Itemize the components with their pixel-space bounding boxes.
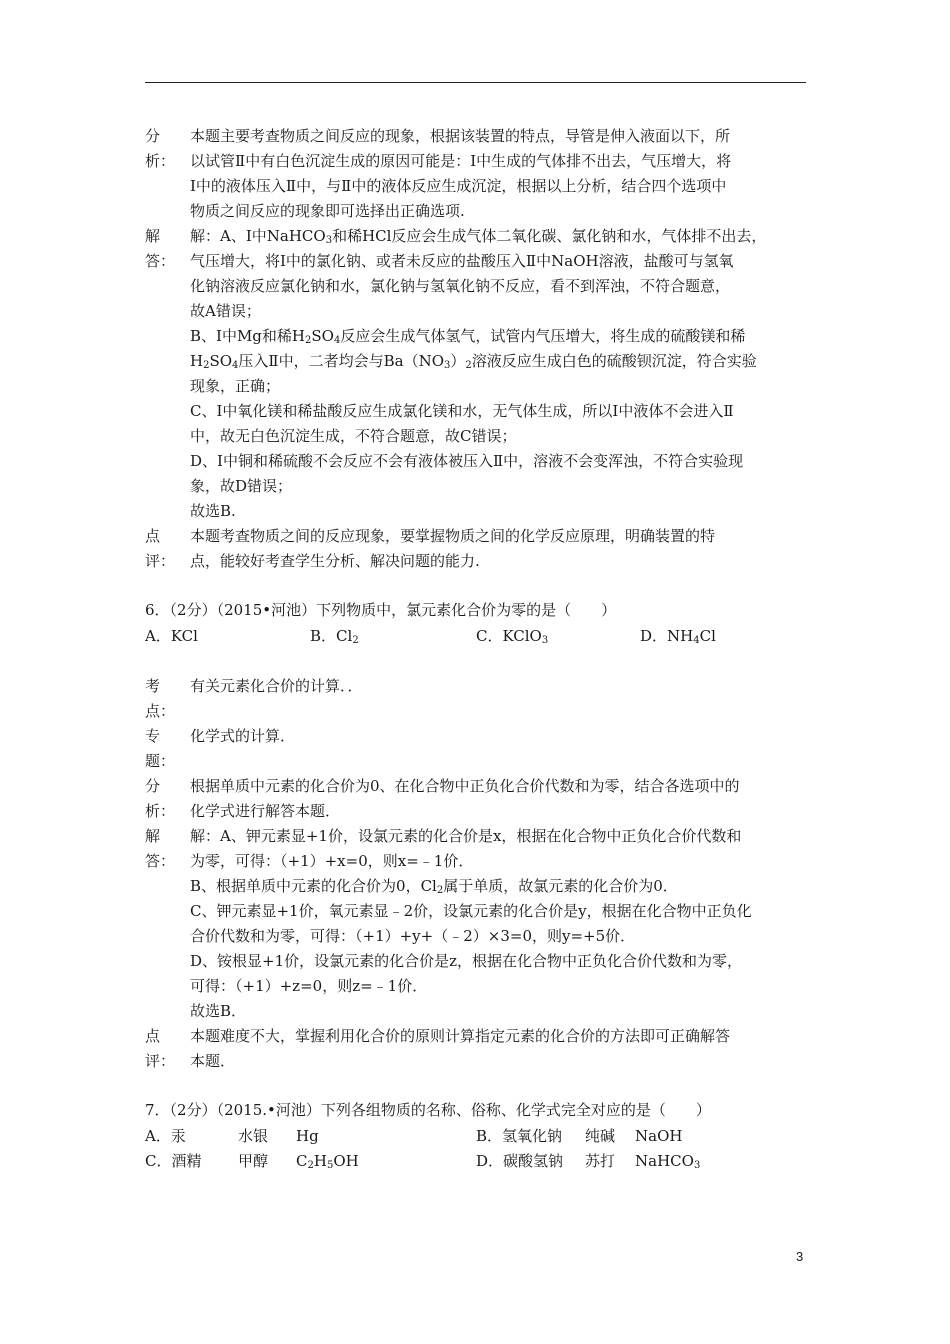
option-b: B．氢氧化钠	[476, 1127, 563, 1145]
option-c: C．酒精	[145, 1152, 202, 1170]
solution-text: 故选B.	[190, 502, 236, 520]
solution-label: 解	[145, 827, 161, 845]
analysis-label: 分	[145, 777, 161, 795]
solution-text: 象，故D错误；	[190, 477, 293, 495]
option-b-formula: NaOH	[635, 1127, 683, 1145]
option-a: A．汞	[145, 1127, 186, 1145]
zhuanti-label: 题：	[145, 752, 176, 770]
solution-label: 解	[145, 227, 161, 245]
option-d: D．碳酸氢钠	[476, 1152, 564, 1170]
solution-text: $H_2SO_4$压入Ⅱ中，二者均会与$Ba(NO_3)_2$溶液反应生成白色的硫酸钡沉淀，符合实验	[190, 352, 757, 371]
solution-text: B、根据单质中元素的化合价为0，$Cl_2$属于单质，故氯元素的化合价为0．	[190, 877, 678, 896]
option-c: C．KClO$_3$	[476, 627, 549, 646]
solution-text: 故选B．	[190, 1002, 247, 1020]
question-stem: 7．（2分）（2015.•河池）下列各组物质的名称、俗称、化学式完全对应的是（ ）	[145, 1101, 711, 1119]
solution-text: 气压增大，将Ⅰ中的氯化钠、或者未反应的盐酸压入Ⅱ中NaOH溶液，盐酸可与氢氧	[190, 252, 734, 270]
solution-label: 答：	[145, 252, 176, 270]
comment-text: 本题难度不大，掌握利用化合价的原则计算指定元素的化合价的方法即可正确解答	[190, 1027, 731, 1045]
analysis-text: 本题主要考查物质之间反应的现象，根据该装置的特点，导管是伸入液面以下，所	[190, 127, 731, 145]
solution-text: D、Ⅰ中铜和稀硫酸不会反应不会有液体被压入Ⅱ中，溶液不会变浑浊，不符合实验现	[190, 452, 744, 470]
solution-text: 可得：（+1）+z=0，则z=﹣1价．	[190, 977, 428, 995]
solution-text: 解：A、钾元素显+1价，设氯元素的化合价是x，根据在化合物中正负化合价代数和	[190, 827, 742, 845]
comment-label: 评：	[145, 1052, 176, 1070]
page-number: 3	[796, 1249, 804, 1264]
comment-label: 评：	[145, 552, 176, 570]
option-d-common: 苏打	[585, 1152, 616, 1170]
option-d-formula: NaHCO$_3$	[635, 1152, 701, 1171]
kaodian-text: 有关元素化合价的计算．．	[190, 677, 363, 695]
header-rule	[145, 82, 806, 83]
solution-text: 合价代数和为零，可得：（+1）+y+（﹣2）×3=0，则y=+5价．	[190, 927, 636, 945]
analysis-label: 析：	[145, 152, 176, 170]
solution-text: 现象，正确；	[190, 377, 281, 395]
option-c-formula: $C_2H_5OH$	[296, 1152, 359, 1171]
option-b-common: 纯碱	[585, 1127, 616, 1145]
zhuanti-text: 化学式的计算．	[190, 727, 296, 745]
solution-text: D、铵根显+1价，设氯元素的化合价是z，根据在化合物中正负化合价代数和为零，	[190, 952, 743, 970]
comment-label: 点	[145, 527, 161, 545]
solution-text: 化钠溶液反应氯化钠和水，氯化钠与氢氧化钠不反应，看不到浑浊，不符合题意，	[190, 277, 731, 295]
analysis-label: 析：	[145, 802, 176, 820]
solution-text: 为零，可得：（+1）+x=0，则x=﹣1价．	[190, 852, 474, 870]
option-d: D．$NH_4Cl$	[640, 627, 716, 646]
solution-text: C、钾元素显+1价，氧元素显﹣2价，设氯元素的化合价是y，根据在化合物中正负化	[190, 902, 752, 920]
analysis-text: 以试管Ⅱ中有白色沉淀生成的原因可能是：Ⅰ中生成的气体排不出去，气压增大，将	[190, 152, 732, 170]
question-stem: 6．（2分）（2015•河池）下列物质中，氯元素化合价为零的是（ ）	[145, 601, 617, 619]
option-c-common: 甲醇	[238, 1152, 269, 1170]
comment-text: 本题．	[190, 1052, 236, 1070]
option-a-common: 水银	[238, 1127, 269, 1145]
analysis-text: Ⅰ中的液体压入Ⅱ中，与Ⅱ中的液体反应生成沉淀，根据以上分析，结合四个选项中	[190, 177, 727, 195]
zhuanti-label: 专	[145, 727, 161, 745]
analysis-text: 根据单质中元素的化合价为0、在化合物中正负化合价代数和为零，结合各选项中的	[190, 777, 740, 795]
option-b: B．$Cl_2$	[310, 627, 359, 646]
solution-text: B、Ⅰ中Mg和稀$H_2SO_4$反应会生成气体氢气，试管内气压增大，将生成的硫酸镁和稀	[190, 327, 746, 346]
kaodian-label: 点：	[145, 702, 176, 720]
solution-text: 中，故无白色沉淀生成，不符合题意，故C错误；	[190, 427, 517, 445]
solution-text: 解：A、Ⅰ中NaHCO$_3$和稀HCl反应会生成气体二氧化碳、氯化钠和水，气体排不出去，	[190, 227, 767, 246]
solution-text: C、Ⅰ中氧化镁和稀盐酸反应生成氯化镁和水，无气体生成，所以Ⅰ中液体不会进入Ⅱ	[190, 402, 734, 420]
option-a: A．KCl	[145, 627, 198, 645]
solution-label: 答：	[145, 852, 176, 870]
analysis-text: 物质之间反应的现象即可选择出正确选项.	[190, 202, 465, 220]
comment-text: 本题考查物质之间的反应现象，要掌握物质之间的化学反应原理，明确装置的特	[190, 527, 716, 545]
comment-label: 点	[145, 1027, 161, 1045]
analysis-label: 分	[145, 127, 161, 145]
option-a-formula: Hg	[296, 1127, 319, 1145]
analysis-text: 化学式进行解答本题．	[190, 802, 341, 820]
comment-text: 点，能较好考查学生分析、解决问题的能力.	[190, 552, 480, 570]
solution-text: 故A错误；	[190, 302, 261, 320]
kaodian-label: 考	[145, 677, 161, 695]
